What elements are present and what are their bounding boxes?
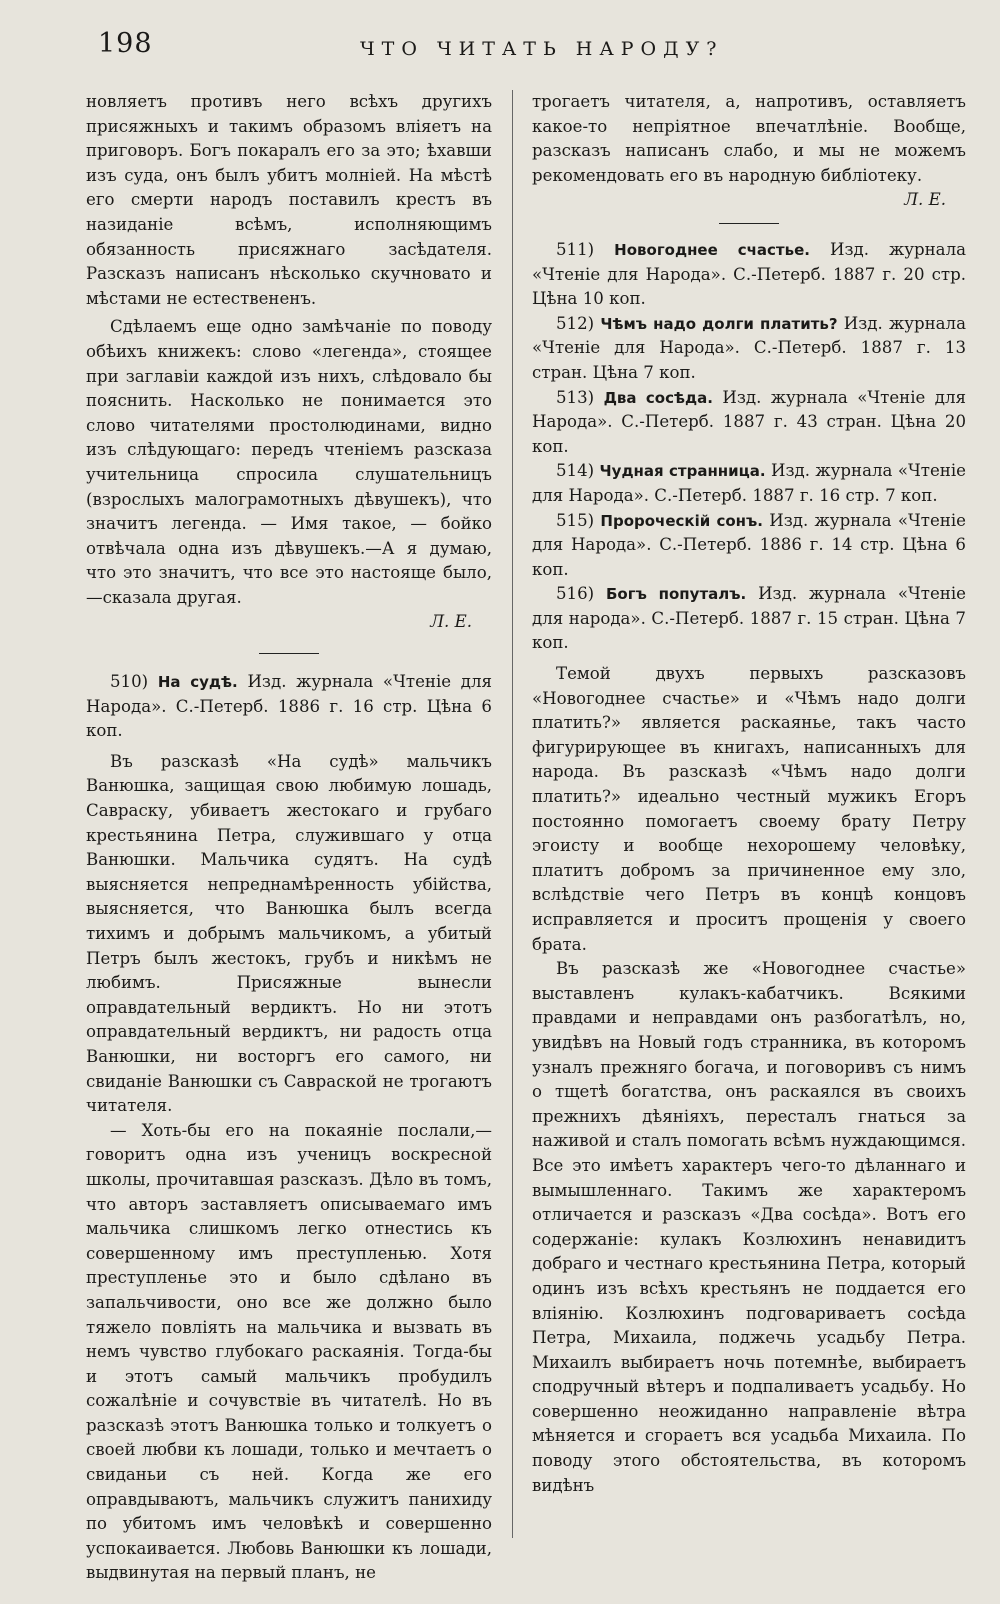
book-entry-510 xyxy=(86,670,492,744)
entry-number: 510) xyxy=(110,672,149,692)
entry-number: 516) xyxy=(556,584,595,604)
book-entry-516 xyxy=(532,582,966,656)
entry-title: Богъ попуталъ. xyxy=(606,585,747,604)
entry-publication: Изд. журнала «Чтеніе для народа». С.-Петерб. 1887 г. 15 стран. Цѣна 7 коп. xyxy=(532,584,966,653)
entry-title: Чудная странница. xyxy=(599,462,766,481)
entry-title: Новогоднее счастье. xyxy=(614,240,810,259)
section-divider xyxy=(259,653,319,654)
entry-publication: Изд. журнала «Чтеніе для Народа». С.-Петерб. 1887 г. 13 стран. Цѣна 7 коп. xyxy=(532,313,966,382)
paragraph: Въ разсказѣ же «Новогоднее счастье» выставленъ кулакъ-кабатчикъ. Всякими правдами и неправдами онъ разбогатѣлъ, но, увидѣвъ на Новый годъ странника, въ которомъ узналъ прежняго богача, и поговоривъ съ нимъ о тщетѣ богатства, онъ раскаялся въ своихъ прежнихъ дѣяніяхъ, пересталъ гнаться за наживой и сталъ помогать всѣмъ нуждающимся. Все это имѣетъ характеръ чего-то дѣланнаго и вымышленнаго. Такимъ же характеромъ отличается и разсказъ «Два сосѣда». Вотъ его содержаніе: кулакъ Козлюхинъ ненавидитъ добраго и честнаго крестьянина Петра, который одинъ изъ всѣхъ крестьянъ не поддается его вліянію. Козлюхинъ подговариваетъ сосѣда Петра, Михаила, поджечь усадьбу Петра. Михаилъ выбираетъ ночь потемнѣе, выбираетъ сподручный вѣтеръ и подпаливаетъ усадьбу. Но совершенно неожиданно направленіе вѣтра мѣняется и сгораетъ вся усадьба Михаила. По поводу этого обстоятельства, въ которомъ видѣнъ xyxy=(532,959,966,1495)
entry-publication: Изд. журнала «Чтеніе для Народа». С.-Петерб. 1886 г. 16 стр. Цѣна 6 коп. xyxy=(86,672,493,741)
book-entry-515 xyxy=(532,509,966,583)
book-entry-512 xyxy=(532,312,966,386)
paragraph: Въ разсказѣ «На судѣ» мальчикъ Ванюшка, защищая свою любимую лошадь, Савраску, убиваетъ жестокаго и грубаго крестьянина Петра, служившаго у отца Ванюшки. Мальчика судятъ. На судѣ выясняется непреднамѣренность убійства, выясняется, что Ванюшка былъ всегда тихимъ и добрымъ мальчикомъ, а убитый Петръ былъ жестокъ, грубъ и никѣмъ не любимъ. Присяжные вынесли оправдательный вердиктъ. Но ни этотъ оправдательный вердиктъ, ни радость отца Ванюшки, ни восторгъ его самого, ни свиданіе Ванюшки съ Савраской не трогаютъ читателя. xyxy=(86,751,492,1116)
book-entry-511 xyxy=(532,238,966,312)
paragraph: Сдѣлаемъ еще одно замѣчаніе по поводу обѣихъ книжекъ: слово «легенда», стоящее при заглавіи каждой изъ нихъ, слѣдовало бы пояснить. Насколько не понимается это слово читателями простолюдинами, видно изъ слѣдующаго: передъ чтеніемъ разсказа учительница спросила слушательницъ (взрослыхъ малограмотныхъ дѣвушекъ), что значитъ легенда. — Имя такое, — бойко отвѣчала одна изъ дѣвушекъ.—А я думаю, что это значитъ, что все это настояще было,—сказала другая. xyxy=(86,317,492,607)
entry-number: 513) xyxy=(556,387,595,407)
entry-number: 512) xyxy=(556,313,595,333)
left-column xyxy=(86,90,492,1586)
entry-publication: Изд. журнала «Чтеніе для Народа». С.-Петерб. 1887 г. 20 стр. Цѣна 10 коп. xyxy=(532,239,967,309)
paragraph: трогаетъ читателя, а, напротивъ, оставляетъ какое-то непріятное впечатлѣніе. Вообще, разсказъ написанъ слабо, и мы не можемъ рекомендовать его въ народную библіотеку. xyxy=(532,92,966,185)
author-signature: Л. Е. xyxy=(904,190,946,210)
entry-number: 514) xyxy=(556,461,595,481)
right-column xyxy=(532,90,966,1498)
entry-number: 515) xyxy=(556,510,595,530)
running-title: ЧТО ЧИТАТЬ НАРОДУ? xyxy=(360,38,724,60)
entry-title: Чѣмъ надо долги платить? xyxy=(600,314,838,333)
paragraph: — Хоть-бы его на покаяніе послали,—говоритъ одна изъ ученицъ воскресной школы, прочитавшая разсказъ. Дѣло въ томъ, что авторъ заставляетъ описываемаго имъ мальчика слишкомъ легко отнестись къ совершенному имъ преступленью. Хотя преступленье это и было сдѣлано въ запальчивости, оно все же должно было тяжело повліять на мальчика и вызвать въ немъ чувство глубокаго раскаянія. Тогда-бы и этотъ самый мальчикъ пробудилъ сожалѣніе и сочувствіе въ читателѣ. Но въ разсказѣ этотъ Ванюшка только и толкуетъ о своей любви къ лошади, только и мечтаетъ о свиданьи съ ней. Когда же его оправдываютъ, мальчикъ служитъ панихиду по убитомъ имъ человѣкѣ и совершенно успокаивается. Любовь Ванюшки къ лошади, выдвинутая на первый планъ, не xyxy=(86,1120,492,1583)
book-entry-514 xyxy=(532,459,966,508)
entry-title: На судѣ. xyxy=(157,673,238,692)
section-divider xyxy=(719,223,779,224)
entry-publication: Изд. журнала «Чтеніе для Народа». С.-Петерб. 1886 г. 14 стр. Цѣна 6 коп. xyxy=(532,510,966,579)
entry-number: 511) xyxy=(556,239,595,259)
entry-publication: Изд. журнала «Чтеніе для Народа». С.-Петерб. 1887 г. 16 стр. 7 коп. xyxy=(532,461,966,505)
page-number: 198 xyxy=(98,28,153,59)
entry-title: Пророческій сонъ. xyxy=(600,511,763,530)
paragraph: новляетъ противъ него всѣхъ другихъ присяжныхъ и такимъ образомъ вліяетъ на приговоръ. Богъ покаралъ его за это; ѣхавши изъ суда, онъ былъ убитъ молніей. На мѣстѣ его смерти народъ поставилъ крестъ въ назиданіе всѣмъ, исполняющимъ обязанность присяжнаго засѣдателя. Разсказъ написанъ нѣсколько скучновато и мѣстами не естествененъ. xyxy=(86,92,492,308)
entry-publication: Изд. журнала «Чтеніе для Народа». С.-Петерб. 1887 г. 43 стран. Цѣна 20 коп. xyxy=(532,387,966,456)
author-signature: Л. Е. xyxy=(430,612,472,632)
paragraph: Темой двухъ первыхъ разсказовъ «Новогоднее счастье» и «Чѣмъ надо долги платить?» является раскаянье, такъ часто фигурирующее въ книгахъ, написанныхъ для народа. Въ разсказѣ «Чѣмъ надо долги платить?» идеально честный мужикъ Егоръ постоянно помогаетъ своему брату Петру эгоисту и вообще нехорошему человѣку, платитъ добромъ за причиненное ему зло, вслѣдствіе чего Петръ въ концѣ концовъ исправляется и проситъ прощенія у своего брата. xyxy=(532,664,966,954)
column-rule xyxy=(512,90,513,1538)
entry-title: Два сосѣда. xyxy=(603,388,713,407)
book-entry-513 xyxy=(532,386,966,460)
page-header xyxy=(98,28,960,68)
